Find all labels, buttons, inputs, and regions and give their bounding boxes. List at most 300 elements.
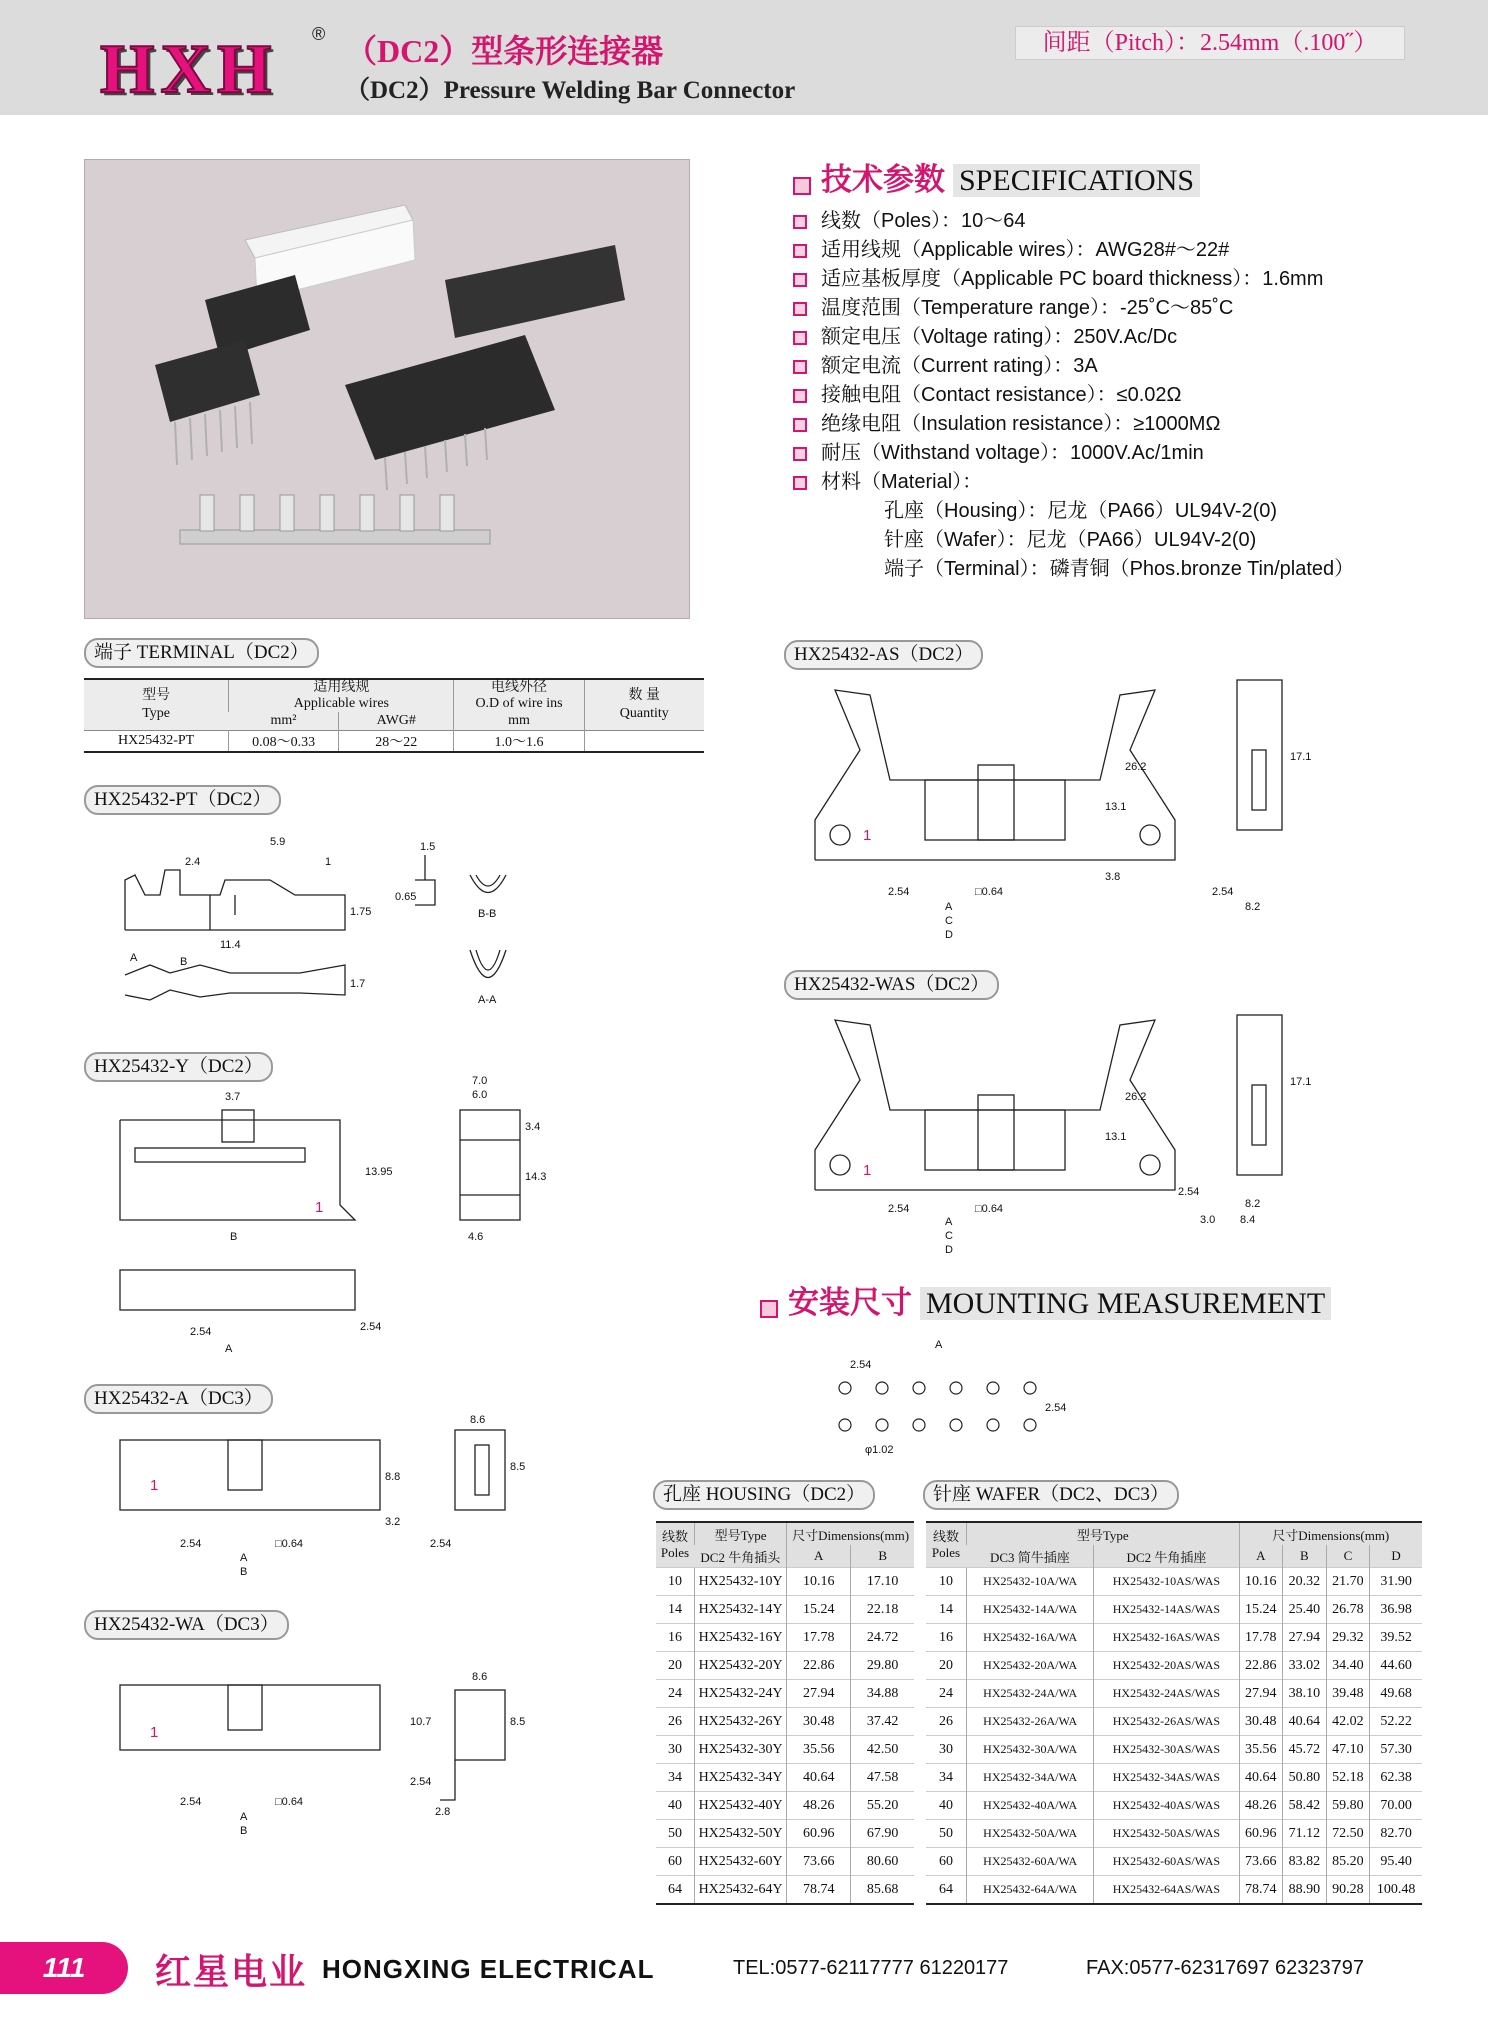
svg-text:17.1: 17.1: [1290, 1076, 1312, 1088]
a-drawing: [110, 1405, 570, 1580]
svg-text:8.5: 8.5: [510, 1461, 526, 1473]
spec-row: [793, 349, 1098, 378]
table-row: [656, 1876, 914, 1905]
table-row: [926, 1624, 1422, 1652]
svg-text:A: A: [945, 1216, 953, 1228]
table-cell: 27.94: [1239, 1680, 1283, 1708]
mounting-heading: [760, 1277, 1331, 1322]
table-cell: HX25432-16A/WA: [967, 1624, 1094, 1652]
svg-text:3.2: 3.2: [385, 1516, 401, 1528]
table-cell: 30: [656, 1736, 695, 1764]
housing-type-header: 型号Type: [695, 1522, 787, 1545]
table-cell: 82.70: [1370, 1820, 1422, 1848]
svg-text:C: C: [945, 1230, 953, 1242]
table-cell: 24: [656, 1680, 695, 1708]
svg-text:8.2: 8.2: [1245, 901, 1261, 913]
table-cell: HX25432-26Y: [695, 1708, 787, 1736]
svg-text:A: A: [935, 1339, 943, 1351]
fax: FAX:0577-62317697 62323797: [1086, 1957, 1365, 1979]
svg-text:□0.64: □0.64: [975, 886, 1004, 898]
table-row: [926, 1848, 1422, 1876]
table-cell: 30.48: [1239, 1708, 1283, 1736]
registered-mark: ®: [312, 24, 326, 44]
table-cell: 34: [656, 1764, 695, 1792]
svg-text:14.3: 14.3: [525, 1171, 547, 1183]
bullet-square-icon: [760, 1300, 778, 1318]
table-row: [926, 1708, 1422, 1736]
was-label: HX25432-WAS（DC2）: [784, 970, 999, 1000]
svg-text:A: A: [945, 901, 953, 913]
table-cell: 55.20: [851, 1792, 914, 1820]
table-row: [656, 1596, 914, 1624]
table-cell: HX25432-50A/WA: [967, 1820, 1094, 1848]
table-cell: HX25432-34A/WA: [967, 1764, 1094, 1792]
table-cell: 17.78: [787, 1624, 851, 1652]
table-row: [656, 1848, 914, 1876]
table-cell: 30: [926, 1736, 967, 1764]
svg-text:φ1.02: φ1.02: [865, 1444, 894, 1456]
table-cell: 35.56: [1239, 1736, 1283, 1764]
table-cell: 15.24: [1239, 1596, 1283, 1624]
table-cell: HX25432-16AS/WAS: [1094, 1624, 1239, 1652]
spec-text: 耐压（Withstand voltage）：1000V.Ac/1min: [821, 442, 1204, 464]
svg-text:8.2: 8.2: [1245, 1198, 1261, 1210]
table-cell: 57.30: [1370, 1736, 1422, 1764]
wa-drawing: [110, 1640, 570, 1850]
table-cell: 20.32: [1283, 1568, 1327, 1596]
svg-text:□0.64: □0.64: [975, 1203, 1004, 1215]
table-cell: HX25432-60AS/WAS: [1094, 1848, 1239, 1876]
svg-text:2.54: 2.54: [180, 1796, 202, 1808]
svg-text:3.8: 3.8: [1105, 871, 1121, 883]
table-cell: 64: [656, 1876, 695, 1905]
table-cell: 58.42: [1283, 1792, 1327, 1820]
bullet-square-icon: [793, 476, 807, 490]
spec-row: [793, 204, 1026, 233]
table-cell: 72.50: [1326, 1820, 1370, 1848]
wafer-dims-header: 尺寸Dimensions(mm): [1239, 1522, 1422, 1545]
bullet-square-icon: [793, 177, 811, 195]
page-number: 111: [0, 1942, 128, 1994]
mounting-drawing: [820, 1333, 1080, 1463]
svg-text:17.1: 17.1: [1290, 751, 1312, 763]
svg-text:D: D: [945, 929, 953, 941]
table-cell: 52.22: [1370, 1708, 1422, 1736]
table-row: [656, 1736, 914, 1764]
table-cell: HX25432-20AS/WAS: [1094, 1652, 1239, 1680]
svg-text:A: A: [130, 952, 138, 964]
terminal-od-header: 电线外径 O.D of wire ins: [454, 679, 584, 712]
svg-text:1.5: 1.5: [420, 841, 436, 853]
table-cell: 47.58: [851, 1764, 914, 1792]
table-cell: 10.16: [1239, 1568, 1283, 1596]
svg-text:2.54: 2.54: [360, 1321, 382, 1333]
table-cell: 88.90: [1283, 1876, 1327, 1905]
terminal-label: 端子 TERMINAL（DC2）: [84, 638, 319, 668]
table-cell: 50: [656, 1820, 695, 1848]
table-row: [656, 1764, 914, 1792]
svg-text:A: A: [225, 1343, 233, 1355]
wafer-c-header: C: [1326, 1545, 1370, 1568]
table-cell: 14: [926, 1596, 967, 1624]
table-cell: 29.32: [1326, 1624, 1370, 1652]
svg-text:3.4: 3.4: [525, 1121, 541, 1133]
mounting-heading-en: MOUNTING MEASUREMENT: [920, 1287, 1331, 1320]
spec-text: 适用线规（Applicable wires）：AWG28#～22#: [821, 239, 1230, 261]
table-row: [656, 1792, 914, 1820]
table-row: [656, 1652, 914, 1680]
table-cell: 73.66: [787, 1848, 851, 1876]
company-name-cn: 红星电业: [155, 1951, 308, 1992]
table-cell: 95.40: [1370, 1848, 1422, 1876]
table-cell: 26: [926, 1708, 967, 1736]
terminal-qty-header: 数 量 Quantity: [584, 679, 704, 730]
table-row: [926, 1736, 1422, 1764]
table-cell: 42.50: [851, 1736, 914, 1764]
svg-text:B-B: B-B: [478, 908, 497, 920]
table-cell: 26: [656, 1708, 695, 1736]
svg-text:1: 1: [863, 827, 872, 844]
table-cell: 42.02: [1326, 1708, 1370, 1736]
table-cell: 24: [926, 1680, 967, 1708]
table-cell: 85.20: [1326, 1848, 1370, 1876]
wafer-label: 针座 WAFER（DC2、DC3）: [923, 1480, 1179, 1510]
spec-row: [793, 233, 1229, 262]
table-cell: 17.10: [851, 1568, 914, 1596]
table-row: [926, 1792, 1422, 1820]
svg-text:D: D: [945, 1244, 953, 1256]
svg-text:1: 1: [315, 1199, 324, 1216]
svg-text:6.0: 6.0: [472, 1089, 488, 1101]
table-cell: 16: [926, 1624, 967, 1652]
wafer-dc2-header: DC2 牛角插座: [1094, 1545, 1239, 1568]
svg-text:8.8: 8.8: [385, 1471, 401, 1483]
table-cell: HX25432-60Y: [695, 1848, 787, 1876]
table-cell: HX25432-26AS/WAS: [1094, 1708, 1239, 1736]
bullet-square-icon: [793, 244, 807, 258]
table-cell: HX25432-14AS/WAS: [1094, 1596, 1239, 1624]
table-cell: 20: [656, 1652, 695, 1680]
table-cell: 36.98: [1370, 1596, 1422, 1624]
table-cell: 64: [926, 1876, 967, 1905]
housing-a-header: A: [787, 1545, 851, 1568]
table-cell: HX25432-16Y: [695, 1624, 787, 1652]
housing-label: 孔座 HOUSING（DC2）: [653, 1480, 875, 1510]
table-cell: 45.72: [1283, 1736, 1327, 1764]
table-cell: 80.60: [851, 1848, 914, 1876]
table-cell: HX25432-24AS/WAS: [1094, 1680, 1239, 1708]
table-cell: 50: [926, 1820, 967, 1848]
table-cell: 17.78: [1239, 1624, 1283, 1652]
table-cell: 26.78: [1326, 1596, 1370, 1624]
svg-text:8.5: 8.5: [510, 1716, 526, 1728]
table-cell: 47.10: [1326, 1736, 1370, 1764]
table-cell: 31.90: [1370, 1568, 1422, 1596]
material-row: 针座（Wafer）：尼龙（PA66）UL94V-2(0): [884, 529, 1257, 551]
table-cell: 20: [926, 1652, 967, 1680]
table-cell: 59.80: [1326, 1792, 1370, 1820]
wafer-b-header: B: [1283, 1545, 1327, 1568]
table-cell: 10: [926, 1568, 967, 1596]
specifications-heading-en: SPECIFICATIONS: [953, 164, 1200, 197]
svg-text:4.6: 4.6: [468, 1231, 484, 1243]
spec-row: [793, 262, 1323, 291]
product-photo-illustration: [85, 160, 689, 618]
table-cell: 24.72: [851, 1624, 914, 1652]
table-cell: HX25432-30A/WA: [967, 1736, 1094, 1764]
housing-table: [656, 1521, 914, 1905]
svg-text:13.95: 13.95: [365, 1166, 393, 1178]
terminal-mm-header: mm: [454, 712, 584, 730]
table-cell: 29.80: [851, 1652, 914, 1680]
table-cell: HX25432-30AS/WAS: [1094, 1736, 1239, 1764]
table-cell: HX25432-26A/WA: [967, 1708, 1094, 1736]
housing-dims-header: 尺寸Dimensions(mm): [787, 1522, 914, 1545]
svg-text:8.6: 8.6: [470, 1414, 486, 1426]
table-row: HX25432-PT 0.08～0.33 28～22 1.0～1.6: [84, 730, 704, 752]
svg-text:□0.64: □0.64: [275, 1796, 304, 1808]
table-cell: HX25432-64A/WA: [967, 1876, 1094, 1905]
table-cell: 10.16: [787, 1568, 851, 1596]
table-cell: HX25432-14Y: [695, 1596, 787, 1624]
svg-text:□0.64: □0.64: [275, 1538, 304, 1550]
table-cell: 40: [656, 1792, 695, 1820]
table-cell: 60: [656, 1848, 695, 1876]
svg-text:A: A: [240, 1811, 248, 1823]
brand-logo: HXH: [100, 31, 278, 108]
table-row: [656, 1568, 914, 1596]
table-cell: 67.90: [851, 1820, 914, 1848]
spec-row: [793, 465, 982, 494]
table-cell: 48.26: [787, 1792, 851, 1820]
pitch-badge: 间距（Pitch）：2.54mm（.100˝）: [1015, 26, 1405, 60]
table-cell: HX25432-60A/WA: [967, 1848, 1094, 1876]
telephone: TEL:0577-62117777 61220177: [733, 1957, 1009, 1979]
svg-text:7.0: 7.0: [472, 1075, 488, 1087]
spec-text: 线数（Poles）：10～64: [821, 210, 1026, 232]
table-cell: 35.56: [787, 1736, 851, 1764]
svg-text:B: B: [240, 1825, 248, 1837]
table-cell: HX25432-34Y: [695, 1764, 787, 1792]
svg-text:3.7: 3.7: [225, 1091, 241, 1103]
terminal-mm2-header: mm²: [229, 712, 339, 730]
was-drawing: [800, 1005, 1440, 1265]
table-row: [656, 1708, 914, 1736]
table-cell: 50.80: [1283, 1764, 1327, 1792]
page-title-en: （DC2）Pressure Welding Bar Connector: [345, 77, 796, 104]
table-cell: 14: [656, 1596, 695, 1624]
table-cell: 34: [926, 1764, 967, 1792]
table-cell: 49.68: [1370, 1680, 1422, 1708]
svg-text:1.7: 1.7: [350, 978, 366, 990]
table-cell: 25.40: [1283, 1596, 1327, 1624]
bullet-square-icon: [793, 273, 807, 287]
table-cell: 22.18: [851, 1596, 914, 1624]
spec-row: [793, 407, 1220, 436]
svg-text:0.65: 0.65: [395, 891, 417, 903]
svg-text:2.54: 2.54: [430, 1538, 452, 1550]
spec-text: 绝缘电阻（Insulation resistance）：≥1000MΩ: [821, 413, 1221, 435]
table-cell: 10: [656, 1568, 695, 1596]
table-cell: 40.64: [1239, 1764, 1283, 1792]
svg-text:8.6: 8.6: [472, 1671, 488, 1683]
housing-type-sub-header: DC2 牛角插头: [695, 1545, 787, 1568]
table-cell: HX25432-40AS/WAS: [1094, 1792, 1239, 1820]
bullet-square-icon: [793, 447, 807, 461]
wafer-a-header: A: [1239, 1545, 1283, 1568]
table-cell: 37.42: [851, 1708, 914, 1736]
table-row: [656, 1624, 914, 1652]
table-cell: 83.82: [1283, 1848, 1327, 1876]
table-cell: 78.74: [787, 1876, 851, 1905]
wafer-d-header: D: [1370, 1545, 1422, 1568]
table-row: [926, 1596, 1422, 1624]
table-cell: 21.70: [1326, 1568, 1370, 1596]
bullet-square-icon: [793, 360, 807, 374]
table-cell: HX25432-14A/WA: [967, 1596, 1094, 1624]
table-cell: 39.48: [1326, 1680, 1370, 1708]
svg-text:1: 1: [325, 856, 332, 868]
table-row: [926, 1764, 1422, 1792]
svg-text:2.54: 2.54: [180, 1538, 202, 1550]
terminal-type-header: 型号 Type: [84, 679, 229, 730]
table-cell: HX25432-40A/WA: [967, 1792, 1094, 1820]
table-row: [926, 1680, 1422, 1708]
table-cell: HX25432-40Y: [695, 1792, 787, 1820]
terminal-awg-header: AWG#: [339, 712, 454, 730]
table-cell: HX25432-10Y: [695, 1568, 787, 1596]
svg-text:2.54: 2.54: [1045, 1402, 1067, 1414]
spec-text: 额定电压（Voltage rating）：250V.Ac/Dc: [821, 326, 1178, 348]
table-cell: HX25432-24Y: [695, 1680, 787, 1708]
table-row: [926, 1652, 1422, 1680]
table-row: [926, 1568, 1422, 1596]
table-cell: 90.28: [1326, 1876, 1370, 1905]
spec-text: 适应基板厚度（Applicable PC board thickness）：1.6mm: [821, 268, 1324, 290]
mounting-heading-cn: 安装尺寸: [788, 1285, 912, 1320]
table-cell: 33.02: [1283, 1652, 1327, 1680]
table-cell: 73.66: [1239, 1848, 1283, 1876]
svg-text:2.54: 2.54: [1212, 886, 1234, 898]
pt-label: HX25432-PT（DC2）: [84, 785, 281, 815]
svg-text:13.1: 13.1: [1105, 1131, 1127, 1143]
table-cell: 16: [656, 1624, 695, 1652]
svg-text:26.2: 26.2: [1125, 761, 1147, 773]
as-label: HX25432-AS（DC2）: [784, 640, 983, 670]
bullet-square-icon: [793, 215, 807, 229]
table-cell: HX25432-50AS/WAS: [1094, 1820, 1239, 1848]
page-title-cn: （DC2）型条形连接器: [345, 33, 664, 69]
svg-text:2.54: 2.54: [410, 1776, 432, 1788]
spec-text: 接触电阻（Contact resistance）：≤0.02Ω: [821, 384, 1182, 406]
table-cell: HX25432-64Y: [695, 1876, 787, 1905]
table-cell: 34.88: [851, 1680, 914, 1708]
spec-row: [793, 436, 1204, 465]
svg-text:B: B: [230, 1231, 238, 1243]
svg-text:B: B: [240, 1566, 248, 1578]
terminal-wires-header: 适用线规 Applicable wires: [229, 679, 454, 712]
housing-poles-header: 线数 Poles: [656, 1522, 695, 1568]
table-cell: 60: [926, 1848, 967, 1876]
table-cell: 22.86: [1239, 1652, 1283, 1680]
table-cell: HX25432-20A/WA: [967, 1652, 1094, 1680]
spec-text: 温度范围（Temperature range）：-25˚C～85˚C: [821, 297, 1234, 319]
spec-text: 材料（Material）：: [821, 471, 983, 493]
svg-text:11.4: 11.4: [220, 939, 241, 951]
material-row: 端子（Terminal）：磷青铜（Phos.bronze Tin/plated）: [884, 558, 1355, 580]
svg-text:2.54: 2.54: [1178, 1186, 1200, 1198]
table-cell: 15.24: [787, 1596, 851, 1624]
table-cell: 60.96: [787, 1820, 851, 1848]
product-photo: [84, 159, 690, 619]
table-cell: 30.48: [787, 1708, 851, 1736]
svg-text:2.54: 2.54: [888, 886, 910, 898]
table-cell: 62.38: [1370, 1764, 1422, 1792]
svg-text:1.75: 1.75: [350, 906, 372, 918]
table-cell: 34.40: [1326, 1652, 1370, 1680]
wafer-type-header: 型号Type: [967, 1522, 1240, 1545]
pt-drawing: [110, 825, 570, 1025]
as-drawing: [800, 670, 1440, 955]
wafer-poles-header: 线数 Poles: [926, 1522, 967, 1568]
table-cell: HX25432-34AS/WAS: [1094, 1764, 1239, 1792]
svg-text:2.54: 2.54: [888, 1203, 910, 1215]
table-cell: 52.18: [1326, 1764, 1370, 1792]
svg-text:A: A: [240, 1552, 248, 1564]
specifications-heading: [793, 154, 1200, 199]
table-cell: HX25432-24A/WA: [967, 1680, 1094, 1708]
table-cell: 27.94: [787, 1680, 851, 1708]
housing-b-header: B: [851, 1545, 914, 1568]
svg-text:5.9: 5.9: [270, 836, 286, 848]
table-cell: 40.64: [1283, 1708, 1327, 1736]
table-row: [926, 1820, 1422, 1848]
spec-row: [793, 291, 1233, 320]
table-row: [926, 1876, 1422, 1905]
material-row: 孔座（Housing）：尼龙（PA66）UL94V-2(0): [884, 500, 1278, 522]
table-cell: 70.00: [1370, 1792, 1422, 1820]
wafer-table: [926, 1521, 1422, 1905]
table-cell: HX25432-10AS/WAS: [1094, 1568, 1239, 1596]
svg-text:1: 1: [150, 1724, 159, 1741]
svg-text:2.54: 2.54: [190, 1326, 212, 1338]
table-cell: 38.10: [1283, 1680, 1327, 1708]
bullet-square-icon: [793, 302, 807, 316]
svg-text:2.8: 2.8: [435, 1806, 451, 1818]
svg-text:8.4: 8.4: [1240, 1214, 1256, 1226]
svg-text:26.2: 26.2: [1125, 1091, 1147, 1103]
table-cell: 40: [926, 1792, 967, 1820]
table-cell: HX25432-10A/WA: [967, 1568, 1094, 1596]
table-cell: 22.86: [787, 1652, 851, 1680]
svg-text:B: B: [180, 956, 188, 968]
svg-text:2.54: 2.54: [850, 1359, 872, 1371]
table-cell: HX25432-50Y: [695, 1820, 787, 1848]
svg-text:2.4: 2.4: [185, 856, 201, 868]
spec-row: [793, 378, 1182, 407]
y-label: HX25432-Y（DC2）: [84, 1052, 273, 1082]
specifications-heading-cn: 技术参数: [821, 162, 945, 197]
svg-text:A-A: A-A: [478, 994, 497, 1006]
company-name-en: HONGXING ELECTRICAL: [322, 1954, 655, 1984]
bullet-square-icon: [793, 418, 807, 432]
bullet-square-icon: [793, 389, 807, 403]
table-cell: HX25432-64AS/WAS: [1094, 1876, 1239, 1905]
y-drawing: [110, 1070, 570, 1360]
table-cell: 27.94: [1283, 1624, 1327, 1652]
table-cell: 78.74: [1239, 1876, 1283, 1905]
wafer-dc3-header: DC3 简牛插座: [967, 1545, 1094, 1568]
